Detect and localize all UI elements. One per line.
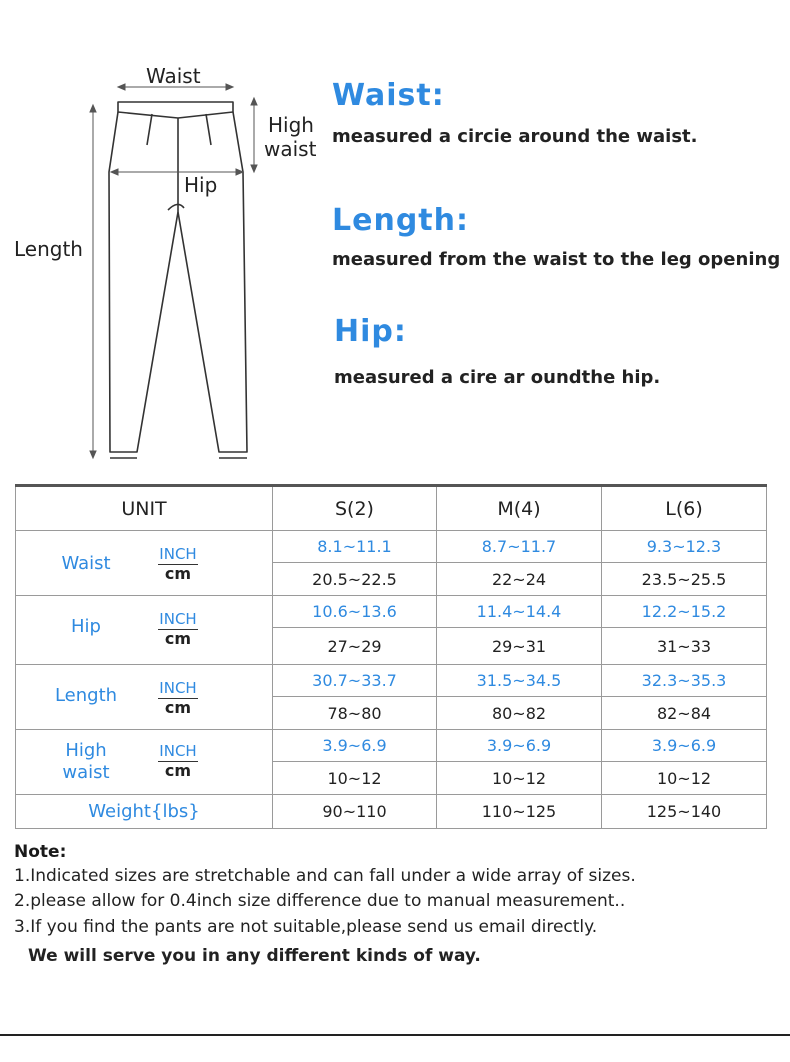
hip-row-label: Hip: [71, 616, 101, 637]
waist-row-label: Waist: [61, 553, 111, 574]
length-measure-cell: [16, 665, 273, 730]
waist-m-inch: 8.7~11.7: [437, 531, 602, 563]
length-l-inch: 32.3~35.3: [602, 665, 767, 697]
unit-fraction: [158, 612, 198, 647]
high-waist-s-inch: 3.9~6.9: [273, 730, 437, 762]
waist-l-cm: 23.5~25.5: [602, 563, 767, 596]
high-waist-l-inch: 3.9~6.9: [602, 730, 767, 762]
cm-unit: cm: [164, 761, 192, 780]
length-m-cm: 80~82: [437, 697, 602, 730]
length-label: Length: [14, 237, 83, 261]
high-waist-m-inch: 3.9~6.9: [437, 730, 602, 762]
header-size-m: M(4): [437, 486, 602, 531]
bottom-divider: [0, 1034, 790, 1036]
header-unit: UNIT: [16, 486, 273, 531]
note-line-1: 1.Indicated sizes are stretchable and can fall under a wide array of sizes.: [14, 866, 636, 886]
length-l-cm: 82~84: [602, 697, 767, 730]
header-size-s: S(2): [273, 486, 437, 531]
length-def-text: measured from the waist to the leg opening: [332, 249, 781, 270]
table-header-row: [16, 486, 767, 531]
weight-l: 125~140: [602, 795, 767, 829]
unit-fraction: [158, 547, 198, 582]
inch-unit: INCH: [159, 679, 197, 697]
cm-unit: cm: [164, 629, 192, 648]
waist-def-text: measured a circie around the waist.: [332, 126, 698, 147]
table-row: [16, 795, 767, 829]
size-chart-table: [15, 484, 767, 829]
waist-l-inch: 9.3~12.3: [602, 531, 767, 563]
waist-s-cm: 20.5~22.5: [273, 563, 437, 596]
note-heading: Note:: [14, 842, 67, 862]
weight-row-label: Weight{lbs}: [16, 795, 273, 829]
hip-def-title: Hip:: [334, 314, 407, 349]
unit-fraction: [158, 681, 198, 716]
length-s-inch: 30.7~33.7: [273, 665, 437, 697]
cm-unit: cm: [164, 698, 192, 717]
waist-word: waist: [62, 762, 110, 783]
length-m-inch: 31.5~34.5: [437, 665, 602, 697]
table-row: [16, 531, 767, 563]
waist-sub-label: waist: [264, 137, 317, 161]
inch-unit: INCH: [159, 742, 197, 760]
waist-measure-cell: [16, 531, 273, 596]
unit-fraction: [158, 744, 198, 779]
hip-l-inch: 12.2~15.2: [602, 596, 767, 628]
hip-l-cm: 31~33: [602, 628, 767, 665]
table-row: [16, 665, 767, 697]
inch-unit: INCH: [159, 545, 197, 563]
hip-def-text: measured a cire ar oundthe hip.: [334, 367, 661, 388]
waist-label: Waist: [146, 64, 201, 88]
hip-s-inch: 10.6~13.6: [273, 596, 437, 628]
high-waist-measure-cell: [16, 730, 273, 795]
hip-s-cm: 27~29: [273, 628, 437, 665]
weight-m: 110~125: [437, 795, 602, 829]
high-label: High: [268, 113, 314, 137]
high-waist-m-cm: 10~12: [437, 762, 602, 795]
table-row: [16, 596, 767, 628]
high-word: High: [65, 740, 107, 761]
high-waist-l-cm: 10~12: [602, 762, 767, 795]
waist-def-title: Waist:: [332, 78, 445, 113]
weight-s: 90~110: [273, 795, 437, 829]
length-def-title: Length:: [332, 203, 469, 238]
length-row-label: Length: [54, 685, 118, 706]
inch-unit: INCH: [159, 610, 197, 628]
closing-statement: We will serve you in any different kinds of way.: [28, 946, 481, 966]
note-line-3: 3.If you find the pants are not suitable,please send us email directly.: [14, 917, 598, 937]
waist-m-cm: 22~24: [437, 563, 602, 596]
cm-unit: cm: [164, 564, 192, 583]
hip-label: Hip: [184, 173, 218, 197]
high-waist-row-label: [16, 740, 156, 784]
hip-m-inch: 11.4~14.4: [437, 596, 602, 628]
hip-measure-cell: [16, 596, 273, 665]
header-size-l: L(6): [602, 486, 767, 531]
note-line-2: 2.please allow for 0.4inch size difference due to manual measurement..: [14, 891, 626, 911]
length-s-cm: 78~80: [273, 697, 437, 730]
hip-m-cm: 29~31: [437, 628, 602, 665]
high-waist-s-cm: 10~12: [273, 762, 437, 795]
waist-s-inch: 8.1~11.1: [273, 531, 437, 563]
table-row: [16, 730, 767, 762]
pants-diagram: [0, 0, 330, 470]
